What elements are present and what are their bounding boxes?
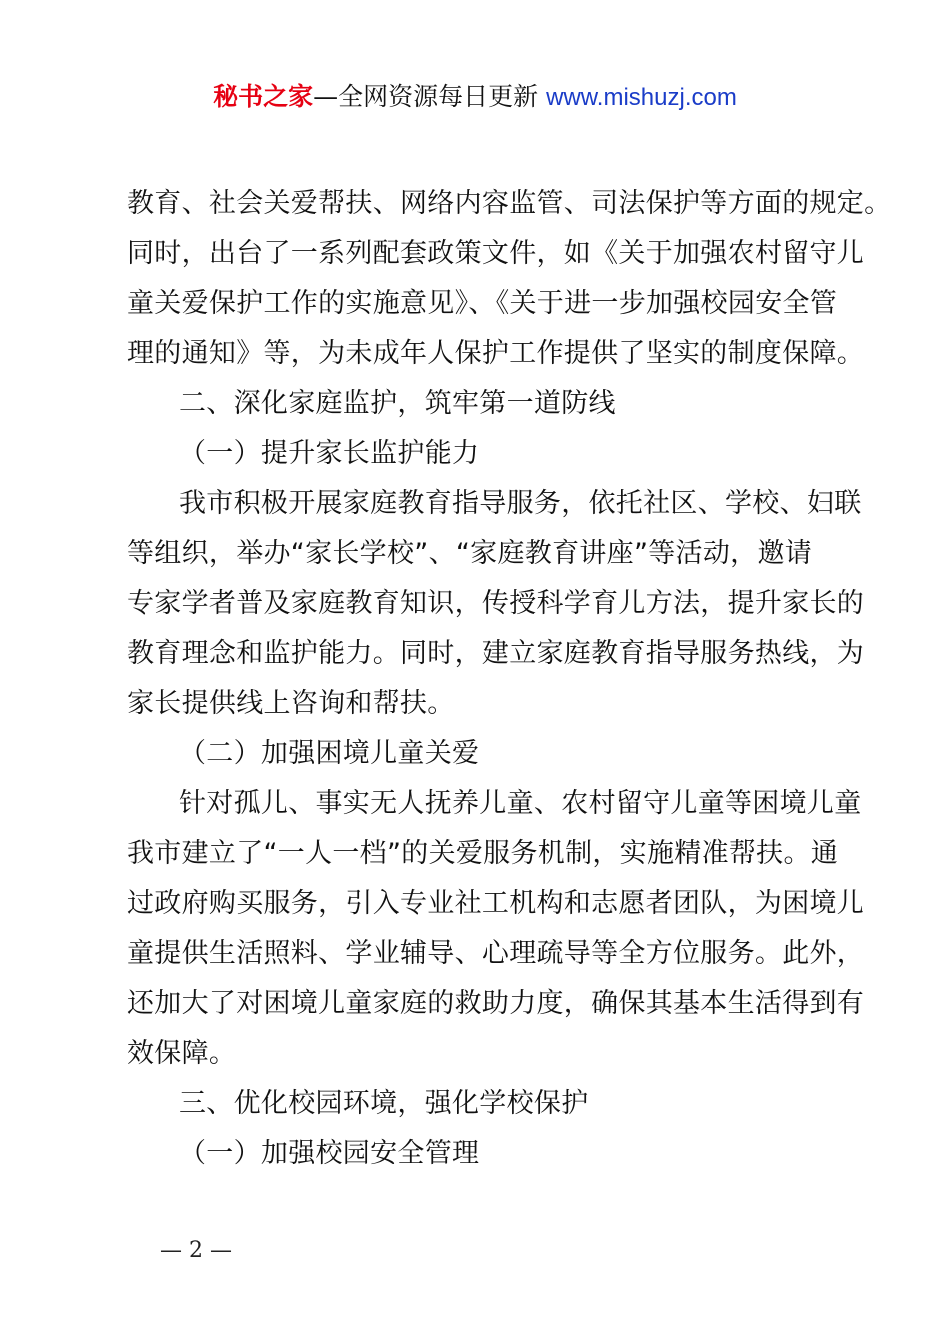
line-text: 我市积极开展家庭教育指导服务，依托社区、学校、妇联	[179, 488, 862, 519]
section-heading	[127, 1079, 837, 1129]
heading-text: 三、优化校园环境，强化学校保护	[179, 1088, 589, 1119]
text-line	[127, 1029, 837, 1079]
brand-name: 秘书之家	[213, 82, 314, 111]
page-header	[0, 80, 950, 115]
line-text: 同时，出台了一系列配套政策文件，如《关于加强农村留守儿	[127, 238, 865, 269]
document-body	[127, 179, 892, 1179]
line-text: 过政府购买服务，引入专业社工机构和志愿者团队，为困境儿	[127, 888, 865, 919]
text-line	[127, 929, 865, 979]
line-text: 童提供生活照料、学业辅导、心理疏导等全方位服务。此外，	[127, 938, 865, 969]
paragraph-first-line	[127, 779, 862, 829]
line-text: 还加大了对困境儿童家庭的救助力度，确保其基本生活得到有	[127, 988, 865, 1019]
subsection-heading	[127, 729, 837, 779]
text-line	[127, 279, 837, 329]
paragraph-first-line	[127, 479, 862, 529]
text-line	[127, 879, 865, 929]
line-text: 教育理念和监护能力。同时，建立家庭教育指导服务热线，为	[127, 638, 865, 669]
subsection-heading	[127, 1129, 837, 1179]
text-line	[127, 229, 865, 279]
heading-text: （二）加强困境儿童关爱	[179, 738, 480, 769]
text-line	[127, 629, 865, 679]
text-line	[127, 579, 865, 629]
page-number: — 2 —	[160, 1238, 232, 1263]
line-text: 教育、社会关爱帮扶、网络内容监管、司法保护等方面的规定。	[127, 188, 892, 219]
heading-text: （一）加强校园安全管理	[179, 1138, 480, 1169]
header-slogan: —全网资源每日更新	[313, 82, 547, 111]
line-text: 效保障。	[127, 1038, 237, 1069]
text-line	[127, 979, 865, 1029]
site-url-link[interactable]: www.mishuzj.com	[546, 84, 737, 111]
line-text: 专家学者普及家庭教育知识，传授科学育儿方法，提升家长的	[127, 588, 865, 619]
text-line	[127, 179, 892, 229]
text-line	[127, 679, 837, 729]
line-text: 理的通知》等，为未成年人保护工作提供了坚实的制度保障。	[127, 338, 865, 369]
text-line	[127, 529, 837, 579]
line-text: 针对孤儿、事实无人抚养儿童、农村留守儿童等困境儿童	[179, 788, 862, 819]
line-text: 家长提供线上咨询和帮扶。	[127, 688, 455, 719]
line-text: 我市建立了“一人一档”的关爱服务机制，实施精准帮扶。通	[127, 838, 839, 869]
line-text: 等组织，举办“家长学校”、“家庭教育讲座”等活动，邀请	[127, 538, 813, 569]
heading-text: （一）提升家长监护能力	[179, 438, 480, 469]
section-heading	[127, 379, 837, 429]
text-line	[127, 829, 837, 879]
text-line	[127, 329, 865, 379]
subsection-heading	[127, 429, 837, 479]
heading-text: 二、深化家庭监护，筑牢第一道防线	[179, 388, 616, 419]
line-text: 童关爱保护工作的实施意见》、《关于进一步加强校园安全管	[127, 288, 838, 319]
